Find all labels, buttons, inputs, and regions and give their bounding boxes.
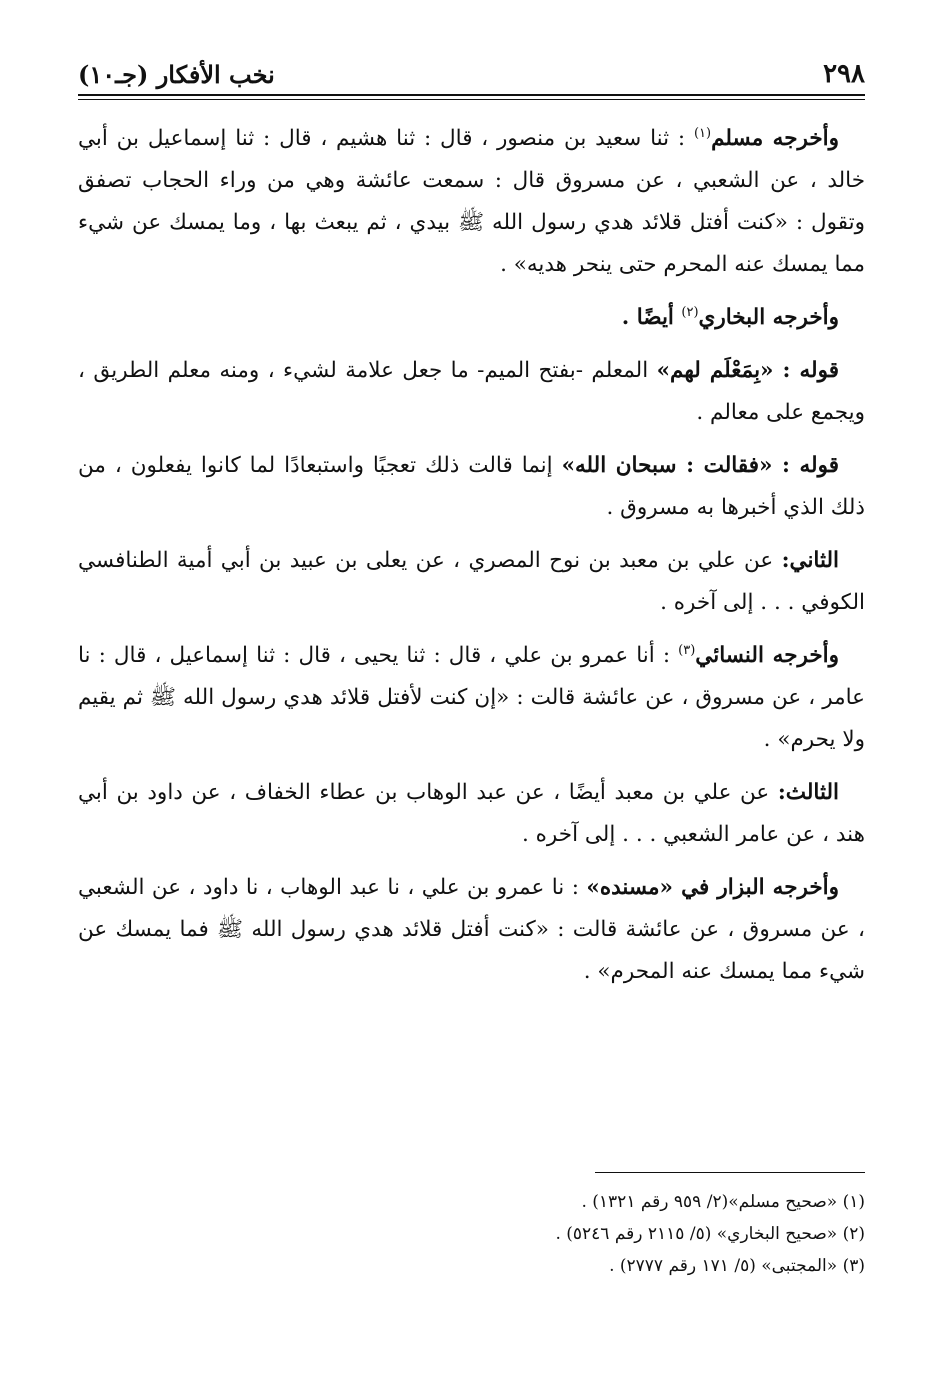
paragraph-text: أيضًا . (621, 305, 682, 330)
paragraph (78, 772, 865, 856)
paragraph-lead: وأخرجه البخاري (698, 305, 839, 330)
paragraph-lead: قوله : «بِمَعْلَم لهم» (656, 358, 839, 383)
paragraph-text: عن علي بن معبد بن نوح المصري ، عن يعلى بن عبيد بن أبي أمية الطنافسي الكوفي . . . إلى آخره . (78, 548, 865, 615)
paragraph-text: عن علي بن معبد أيضًا ، عن عبد الوهاب بن عطاء الخفاف ، عن داود بن أبي هند ، عن عامر الشعبي . . . إلى آخره . (78, 780, 865, 847)
paragraph (78, 867, 865, 993)
paragraph-lead: قوله : «فقالت : سبحان الله» (561, 453, 839, 478)
paragraph (78, 540, 865, 624)
paragraph-text: : نا عمرو بن علي ، نا عبد الوهاب ، نا داود ، عن الشعبي ، عن مسروق ، عن عائشة قالت : «كنت أفتل قلائد هدي رسول الله ﷺ فما يمسك عن شيء مما يمسك عنه المحرم» . (78, 875, 865, 984)
footnote-divider (595, 1172, 865, 1173)
page-header (78, 52, 865, 96)
paragraph-lead: وأخرجه البزار في «مسنده» (586, 875, 839, 900)
footnote-ref[interactable]: (٢) (681, 304, 699, 320)
paragraph-lead: وأخرجه مسلم (711, 126, 840, 151)
paragraph (78, 445, 865, 529)
paragraph-lead: الثاني: (781, 548, 839, 573)
paragraph-text: إنما قالت ذلك تعجبًا واستبعادًا لما كانوا يفعلون ، من ذلك الذي أخبرها به مسروق . (78, 453, 865, 520)
paragraph (78, 635, 865, 761)
running-title: نخب الأفكار (جـ١٠) (78, 59, 275, 89)
footnote-ref[interactable]: (٣) (678, 642, 696, 658)
paragraph-lead: الثالث: (777, 780, 839, 805)
paragraph-text: المعلم -بفتح الميم- ما جعل علامة لشيء ، ومنه معلم الطريق ، ويجمع على معالم . (78, 358, 865, 425)
page-number: ٢٩٨ (823, 59, 865, 89)
paragraph-lead: وأخرجه النسائي (695, 643, 839, 668)
paragraph (78, 118, 865, 286)
main-text (78, 118, 865, 1004)
paragraph-text: : أنا عمرو بن علي ، قال : ثنا يحيى ، قال : ثنا إسماعيل ، قال : نا عامر ، عن مسروق ، عن عائشة قالت : «إن كنت لأفتل قلائد هدي رسول الله ﷺ ثم يقيم ولا يحرم» . (78, 643, 865, 752)
header-rule-thin (78, 99, 865, 100)
footnote: (٣) «المجتبى» (٥/ ١٧١ رقم ٢٧٧٧) . (609, 1256, 865, 1276)
header-rule (78, 94, 865, 96)
footnote-ref[interactable]: (١) (693, 125, 712, 141)
paragraph (78, 297, 865, 339)
paragraph (78, 350, 865, 434)
paragraph-text: : ثنا سعيد بن منصور ، قال : ثنا هشيم ، قال : ثنا إسماعيل بن أبي خالد ، عن الشعبي ، عن مسروق قال : سمعت عائشة وهي من وراء الحجاب تصفق وتقول : «كنت أفتل قلائد هدي رسول الله ﷺ بيدي ، ثم يبعث بها ، وما يمسك عن شيء مما يمسك عنه المحرم حتى ينحر هديه» . (78, 126, 865, 277)
footnotes (78, 1186, 865, 1282)
footnote: (٢) «صحيح البخاري» (٥/ ٢١١٥ رقم ٥٢٤٦) . (555, 1224, 865, 1244)
footnote: (١) «صحيح مسلم»(٢/ ٩٥٩ رقم ١٣٢١) . (581, 1192, 865, 1212)
